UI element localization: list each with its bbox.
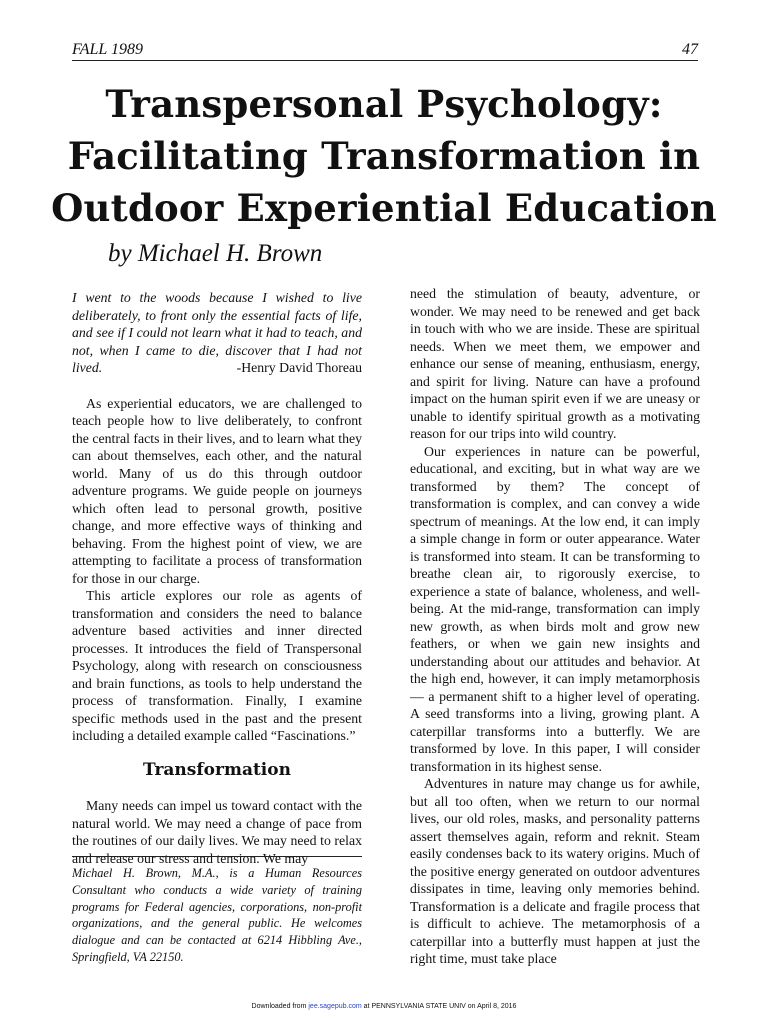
epigraph-attribution: -Henry David Thoreau [236, 360, 362, 375]
author-bio-footnote: Michael H. Brown, M.A., is a Human Resources Consultant who conducts a wide variety of training programs for Federal agencies, corporations, non-profit organizations, and the general public. He welcomes dialogue and can be contacted at 6214 Hibbling Ave., Springfield, VA 22150. [72, 856, 362, 966]
body-paragraph: Our experiences in nature can be powerful, educational, and exciting, but in what way are we transformed by them? The concept of transformation is complex, and can convey a wide spectrum of meanings. At the low end, it can imply a simple change in form or outer appearance. Water is transformed into steam. It can be transforming to breathe clean air, to rigorously exercise, to experience a state of balance, wholeness, and well-being. At the mid-range, transformation can imply new growth, as when birds molt and grow new feathers, or when we gain new insights and understanding about our attitudes and behavior. At the high end, however, it can imply metamorphosis— a permanent shift to a higher level of operating. A seed transforms into a living, growing plant. A caterpillar transforms into a butterfly. We are transformed by love. In this paper, I will consider transformation in its highest sense. [410, 443, 700, 774]
author-byline: by Michael H. Brown [108, 240, 323, 267]
title-line: Facilitating Transformation in [67, 134, 701, 178]
body-paragraph: Adventures in nature may change us for awhile, but all too often, when we return to our normal lives, our old roles, masks, and personality patterns assert themselves again, reform and reknit. Steam easily condenses back to its watery origins. Much of the positive energy generated on outdoor adventures dissipates in time, leaving only memories behind. Transformation is a delicate and fragile process that is difficult to achieve. The metamorphosis of a caterpillar into a butterfly must happen at just the right time, must take place [410, 776, 700, 966]
article-title [40, 78, 728, 234]
epigraph [72, 289, 362, 377]
title-line: Outdoor Experiential Education [51, 186, 717, 230]
section-heading: Transformation [143, 759, 291, 780]
body-paragraph: As experiential educators, we are challenged to teach people how to live deliberately, to confront the central facts in their lives, and to learn what they can about themselves, each other, and the natural world. Many of us do this through outdoor adventure programs. We guide people on journeys which often lead to personal growth, positive change, and more effective ways of thinking and behaving. From the highest point of view, we are attempting to facilitate a process of transformation for those in our charge. [72, 395, 362, 586]
body-paragraph: Many needs can impel us toward contact with the natural world. We may need a change of pace from the routines of our daily lives. We may need to relax and release our stress and tension. We may [72, 798, 362, 866]
epigraph-quote: I went to the woods because I wished to live deliberately, to front only the essential facts of life, and see if I could not learn what it had to teach, and not, when I came to die, discover that I had not lived. [72, 290, 362, 375]
footer-prefix: Downloaded from [251, 1003, 307, 1010]
running-header [72, 38, 698, 61]
title-line: Transpersonal Psychology: [105, 82, 663, 126]
footer-link[interactable]: jee.sagepub.com [308, 1003, 362, 1010]
body-paragraph: This article explores our role as agents of transformation and considers the need to balance adventure based activities and inner directed processes. It introduces the field of Transpersonal Psychology, along with research on consciousness and brain functions, as tools to help understand the process of transformation. Finally, I examine specific methods used in the past and the present including a detailed example called “Fascinations.” [72, 588, 362, 743]
body-paragraph: need the stimulation of beauty, adventure, or wonder. We may need to be renewed and get back in touch with who we are inside. These are spiritual needs. When we meet them, we empower and enhance our sense of meaning, enthusiasm, energy, and spirit for living. Nature can have a profound impact on the human spirit even if we are uneasy or unable to identify spiritual growth as a motivating reason for our trips into wild country. [410, 286, 700, 441]
footer-suffix: at PENNSYLVANIA STATE UNIV on April 8, 2016 [363, 1003, 517, 1010]
left-column [72, 289, 362, 867]
download-footer [0, 1003, 768, 1010]
page-number: 47 [682, 41, 698, 58]
right-column [410, 285, 700, 968]
issue-label: FALL 1989 [72, 41, 143, 58]
